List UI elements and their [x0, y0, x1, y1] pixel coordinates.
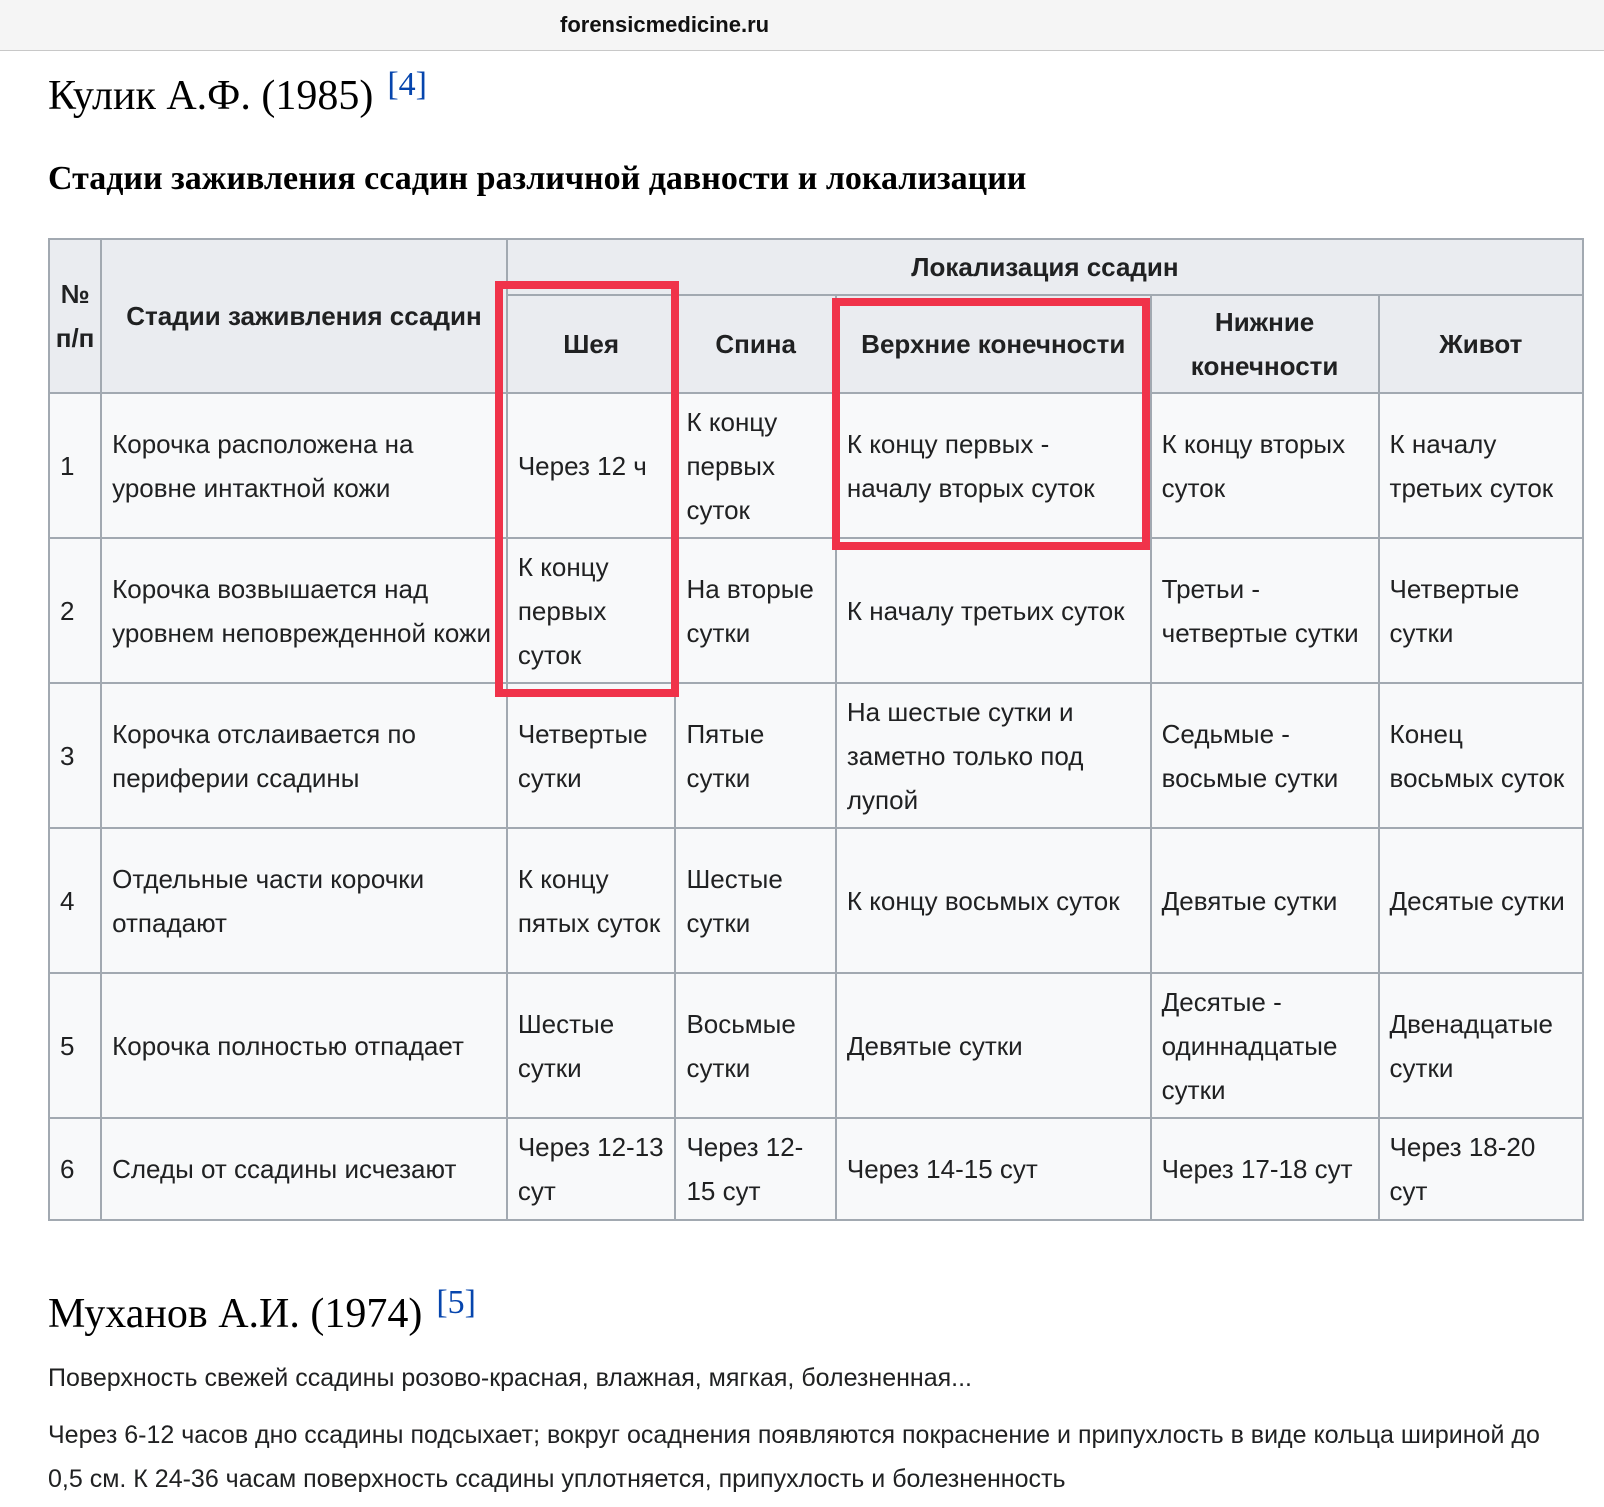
section-title-kulik [48, 66, 427, 120]
neck-cell: Через 12 ч [507, 393, 676, 538]
row-number: 1 [49, 393, 101, 538]
table-row [49, 973, 1583, 1118]
lower-limbs-cell: Седьмые - восьмые сутки [1151, 683, 1379, 828]
healing-stages-table [48, 238, 1584, 1221]
lower-limbs-cell: Третьи - четвертые сутки [1151, 538, 1379, 683]
section-title-muhanov [48, 1284, 476, 1338]
abdomen-cell: Двенадцатые сутки [1379, 973, 1583, 1118]
paragraph: Через 6-12 часов дно ссадины подсыхает; вокруг осаднения появляются покраснение и припухлость в виде кольца шириной до 0,5 см. К 24-36 часам поверхность ссадины уплотняется, припухлость и болезненность [48, 1421, 1540, 1493]
row-number: 5 [49, 973, 101, 1118]
reference-link-4[interactable]: [4] [387, 66, 427, 103]
neck-cell: Четвертые сутки [507, 683, 676, 828]
table-title: Стадии заживления ссадин различной давности и локализации [48, 160, 1027, 197]
col-header-upper-limbs: Верхние конечности [836, 295, 1151, 393]
stage-cell: Корочка расположена на уровне интактной кожи [101, 393, 507, 538]
row-number: 4 [49, 828, 101, 973]
col-header-number: № п/п [49, 239, 101, 393]
upper-limbs-cell: Через 14-15 сут [836, 1118, 1151, 1220]
section-title-kulik-text: Кулик А.Ф. (1985) [48, 73, 374, 119]
upper-limbs-cell: К концу восьмых суток [836, 828, 1151, 973]
stage-cell: Корочка возвышается над уровнем неповрежденной кожи [101, 538, 507, 683]
url-text[interactable]: forensicmedicine.ru [560, 12, 770, 37]
row-number: 6 [49, 1118, 101, 1220]
reference-link-5[interactable]: [5] [436, 1284, 476, 1321]
neck-cell: К концу первых суток [507, 538, 676, 683]
table-row [49, 683, 1583, 828]
abdomen-cell: Конец восьмых суток [1379, 683, 1583, 828]
table-row [49, 538, 1583, 683]
abdomen-cell: К началу третьих суток [1379, 393, 1583, 538]
back-cell: Через 12-15 сут [675, 1118, 835, 1220]
neck-cell: Через 12-13 сут [507, 1118, 676, 1220]
stage-cell: Корочка полностью отпадает [101, 973, 507, 1118]
abdomen-cell: Через 18-20 сут [1379, 1118, 1583, 1220]
stage-cell: Следы от ссадины исчезают [101, 1118, 507, 1220]
stage-cell: Корочка отслаивается по периферии ссадины [101, 683, 507, 828]
abdomen-cell: Десятые сутки [1379, 828, 1583, 973]
lower-limbs-cell: К концу вторых суток [1151, 393, 1379, 538]
upper-limbs-cell: Девятые сутки [836, 973, 1151, 1118]
neck-cell: К концу пятых суток [507, 828, 676, 973]
upper-limbs-cell: К началу третьих суток [836, 538, 1151, 683]
table-row [49, 393, 1583, 538]
table-row [49, 828, 1583, 973]
lower-limbs-cell: Десятые - одиннадцатые сутки [1151, 973, 1379, 1118]
back-cell: Пятые сутки [675, 683, 835, 828]
col-header-abdomen: Живот [1379, 295, 1583, 393]
back-cell: К концу первых суток [675, 393, 835, 538]
neck-cell: Шестые сутки [507, 973, 676, 1118]
back-cell: На вторые сутки [675, 538, 835, 683]
table-row [49, 1118, 1583, 1220]
paragraph: Поверхность свежей ссадины розово-красная, влажная, мягкая, болезненная... [48, 1364, 972, 1392]
back-cell: Восьмые сутки [675, 973, 835, 1118]
col-header-stage: Стадии заживления ссадин [101, 239, 507, 393]
lower-limbs-cell: Через 17-18 сут [1151, 1118, 1379, 1220]
upper-limbs-cell: К концу первых - началу вторых суток [836, 393, 1151, 538]
col-header-neck: Шея [507, 295, 676, 393]
row-number: 2 [49, 538, 101, 683]
lower-limbs-cell: Девятые сутки [1151, 828, 1379, 973]
col-header-back: Спина [675, 295, 835, 393]
stage-cell: Отдельные части корочки отпадают [101, 828, 507, 973]
row-number: 3 [49, 683, 101, 828]
col-header-localization: Локализация ссадин [507, 239, 1583, 295]
col-header-lower-limbs: Нижние конечности [1151, 295, 1379, 393]
section-title-muhanov-text: Муханов А.И. (1974) [48, 1291, 423, 1337]
browser-url-bar[interactable] [0, 0, 1604, 51]
back-cell: Шестые сутки [675, 828, 835, 973]
upper-limbs-cell: На шестые сутки и заметно только под лупой [836, 683, 1151, 828]
abdomen-cell: Четвертые сутки [1379, 538, 1583, 683]
